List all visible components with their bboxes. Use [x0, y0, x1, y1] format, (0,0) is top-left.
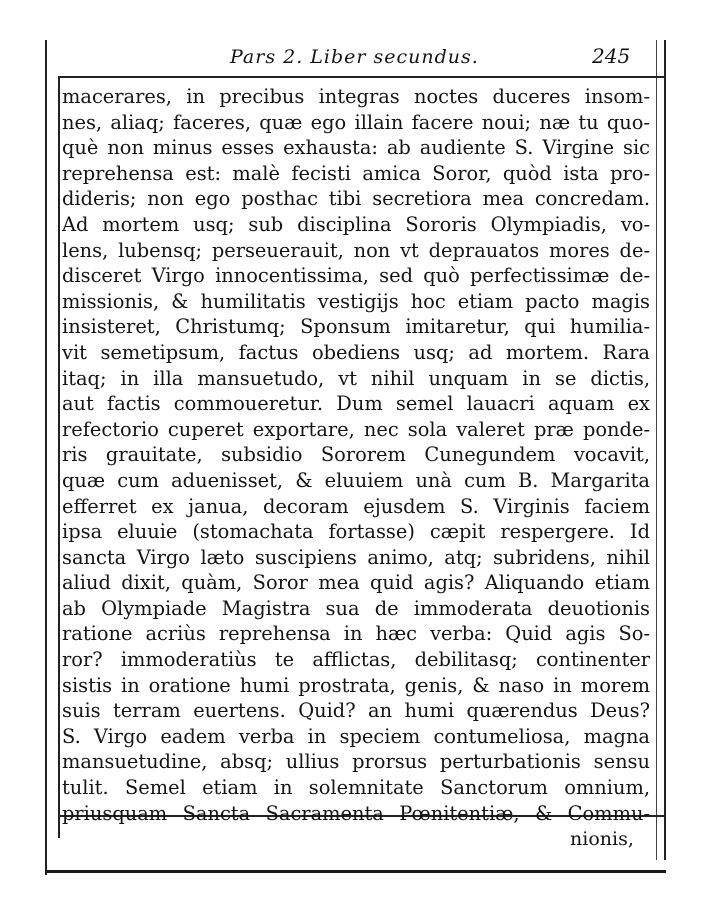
text-line: sistis in oratione humi prostrata, genis, & naso in morem [62, 673, 650, 697]
right-border-inner [656, 40, 657, 860]
text-line: ipsa eluuie (stomachata fortasse) cæpit respergere. Id [62, 520, 650, 544]
outer-left-border [45, 40, 47, 875]
text-line: aut factis commoueretur. Dum semel lauacri aquam ex [62, 392, 650, 416]
text-line: ror? immoderatiùs te afflictas, debilitasq; continenter [62, 648, 650, 672]
catchword: nionis, [570, 828, 634, 850]
text-line: quæ cum aduenisset, & eluuiem unà cum B. Margarita [62, 468, 650, 492]
footer-rule [45, 870, 666, 873]
text-line: ris grauitate, subsidio Sororem Cunegundem vocavit, [62, 443, 650, 467]
text-line: S. Virgo eadem verba in speciem contumeliosa, magna [62, 724, 650, 748]
text-line: reprehensa est: malè fecisti amica Soror, quòd ista pro- [62, 161, 650, 185]
text-line: Ad mortem usq; sub disciplina Sororis Olympiadis, vo- [62, 212, 650, 236]
text-line: ratione acriùs reprehensa in hæc verba: Quid agis So- [62, 622, 650, 646]
text-line: vit semetipsum, factus obediens usq; ad mortem. Rara [62, 340, 650, 364]
right-border-outer [664, 40, 666, 860]
text-line: ab Olympiade Magistra sua de immoderata deuotionis [62, 596, 650, 620]
text-line: nes, aliaq; faceres, quæ ego illain facere noui; næ tu quo- [62, 110, 650, 134]
text-line: priusquam Sancta Sacramenta Pœnitentiæ, & Commu- [62, 801, 650, 825]
text-line: missionis, & humilitatis vestigijs hoc etiam pacto magis [62, 289, 650, 313]
inner-left-border [58, 78, 60, 838]
text-line: efferret ex janua, decoram ejusdem S. Virginis faciem [62, 494, 650, 518]
text-line: disceret Virgo innocentissima, sed quò perfectissimæ de- [62, 264, 650, 288]
text-line: tulit. Semel etiam in solemnitate Sanctorum omnium, [62, 776, 650, 800]
text-line: macerares, in precibus integras noctes duceres insom- [62, 85, 650, 108]
body-text [62, 84, 650, 826]
text-line: suis terram euertens. Quid? an humi quærendus Deus? [62, 699, 650, 723]
text-line: sancta Virgo læto suscipiens animo, atq; subridens, nihil [62, 545, 650, 569]
text-line: mansuetudine, absq; ullius prorsus perturbationis sensu [62, 750, 650, 774]
running-head: Pars 2. Liber secundus. [230, 46, 479, 68]
text-line: insisteret, Christumq; Sponsum imitaretur, qui humilia- [62, 315, 650, 339]
text-line: itaq; in illa mansuetudo, vt nihil unquam in se dictis, [62, 366, 650, 390]
text-line: dideris; non ego posthac tibi secretiora mea concredam. [62, 187, 650, 211]
text-line: aliud dixit, quàm, Soror mea quid agis? Aliquando etiam [62, 571, 650, 595]
text-line: què non minus esses exhausta: ab audiente S. Virgine sic [62, 136, 650, 160]
header-rule [58, 76, 664, 78]
text-line: refectorio cuperet exportare, nec sola valeret præ ponde- [62, 417, 650, 441]
page-number: 245 [592, 44, 631, 68]
text-line: lens, lubensq; perseuerauit, non vt deprauatos mores de- [62, 238, 650, 262]
